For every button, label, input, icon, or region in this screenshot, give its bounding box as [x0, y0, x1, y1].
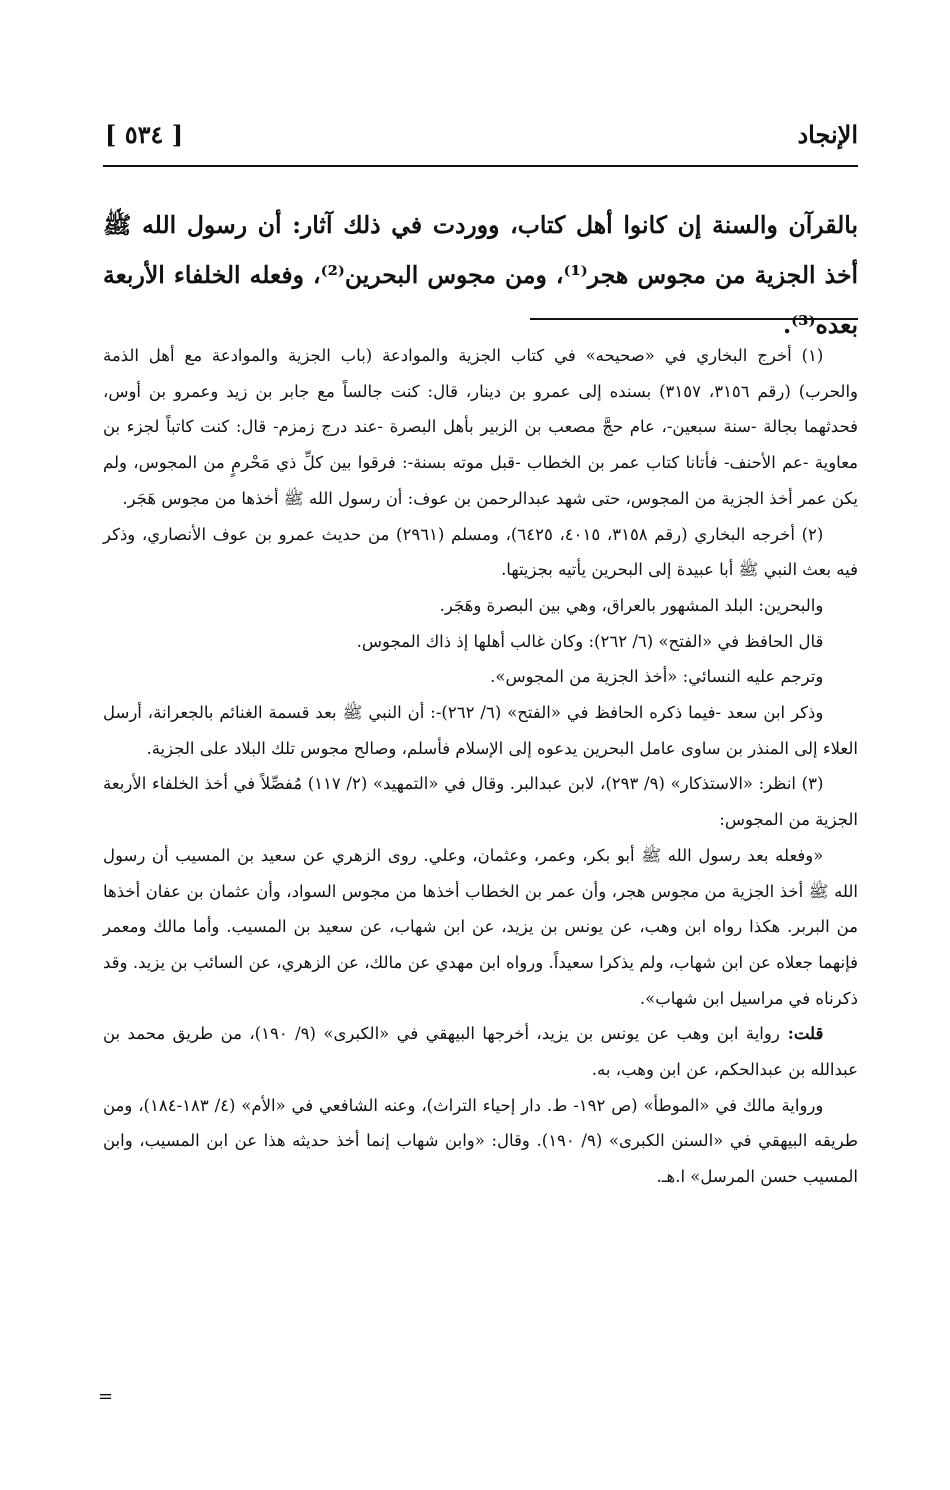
footnote-3-note-text: رواية ابن وهب عن يونس بن يزيد، أخرجها البيهقي في «الكبرى» (٩/ ١٩٠)، من طريق محمد بن عبدالله بن عبدالحكم، عن ابن وهب، به.: [103, 1024, 858, 1080]
footnote-2: (٢) أخرجه البخاري (رقم ٣١٥٨، ٤٠١٥، ٦٤٢٥)، ومسلم (٢٩٦١) من حديث عمرو بن عوف الأنصاري، وذكر فيه بعث النبي ﷺ أبا عبيدة إلى البحرين يأتيه بجزيتها.: [103, 524, 858, 580]
footnote-3-quote: «وفعله بعد رسول الله ﷺ أبو بكر، وعمر، وعثمان، وعلي. روى الزهري عن سعيد بن المسيب أن رسول الله ﷺ أخذ الجزية من مجوس هجر، وأن عمر بن الخطاب أخذها من مجوس السواد، وأن عثمان بن عفان أخذها من البربر. هكذا رواه ابن وهب، عن يونس بن يزيد، عن ابن شهاب، عن سعيد بن المسيب. وأما مالك ومعمر فإنهما جعلاه عن ابن شهاب، ولم يذكرا سعيداً. ورواه ابن مهدي عن مالك، عن الزهري، عن السائب بن يزيد. وقد ذكرناه في مراسيل ابن شهاب».: [103, 845, 858, 1008]
main-text: [103, 200, 858, 350]
running-title: الإنجاد: [797, 120, 858, 149]
footnote-2-ibn-saad: وذكر ابن سعد -فيما ذكره الحافظ في «الفتح» (٦/ ٢٦٢)-: أن النبي ﷺ بعد قسمة الغنائم بالجعرانة، أرسل العلاء إلى المنذر بن ساوى عامل البحرين يدعوه إلى الإسلام فأسلم، وصالح مجوس تلك البلاد على الجزية.: [103, 703, 858, 758]
footnote-lead: قلت:: [779, 1024, 824, 1044]
footnote-1: (١) أخرج البخاري في «صحيحه» في كتاب الجزية والموادعة (باب الجزية والموادعة مع أهل الذمة والحرب) (رقم ٣١٥٦، ٣١٥٧) بسنده إلى عمرو بن دينار، قال: كنت جالساً مع جابر بن زيد وعمرو بن أوس، فحدثهما بجالة -سنة سبعين-، عام حجَّ مصعب بن الزبير بأهل البصرة -عند درج زمزم- قال: كنت كاتباً لجزء بن معاوية -عم الأحنف- فأتانا كتاب عمر بن الخطاب -قبل موته بسنة-: فرقوا بين كلِّ ذي مَحْرمٍ من المجوس، ولم يكن عمر أخذ الجزية من المجوس، حتى شهد عبدالرحمن بن عوف: أن رسول الله ﷺ أخذها من مجوس هَجَر.: [103, 346, 859, 508]
footnote-2-nasai: وترجم عليه النسائي: «أخذ الجزية من المجوس».: [490, 667, 824, 687]
header-rule: [103, 165, 858, 167]
page-header: [105, 118, 858, 160]
footnotes: [103, 338, 858, 1195]
page-number: [ ٥٣٤ ]: [105, 120, 184, 149]
main-paragraph: بالقرآن والسنة إن كانوا أهل كتاب، ووردت في ذلك آثار: أن رسول الله ﷺ أخذ الجزية من مجوس هجر⁽¹⁾، ومن مجوس البحرين⁽²⁾، وفعله الخلفاء الأربعة بعده⁽³⁾.: [103, 211, 859, 339]
footnote-2-bahrain: والبحرين: البلد المشهور بالعراق، وهي بين البصرة وهَجَر.: [439, 595, 824, 615]
footnote-3: (٣) انظر: «الاستذكار» (٩/ ٢٩٣)، لابن عبدالبر. وقال في «التمهيد» (٢/ ١١٧) مُفصِّلاً في أخذ الخلفاء الأربعة الجزية من المجوس:: [103, 774, 858, 830]
footnote-2-fath: قال الحافظ في «الفتح» (٦/ ٢٦٢): وكان غالب أهلها إذ ذاك المجوس.: [356, 631, 824, 651]
continuation-mark: =: [98, 1386, 114, 1407]
footnote-3-note: [103, 1016, 858, 1087]
footnote-separator: [530, 318, 858, 320]
footnote-3-malik: ورواية مالك في «الموطأ» (ص ١٩٢- ط. دار إحياء التراث)، وعنه الشافعي في «الأم» (٤/ ١٨٣-١٨٤)، ومن طريقه البيهقي في «السنن الكبرى» (٩/ ١٩٠). وقال: «وابن شهاب إنما أخذ حديثه هذا عن ابن المسيب، وابن المسيب حسن المرسل» ا.هـ.: [103, 1095, 858, 1187]
